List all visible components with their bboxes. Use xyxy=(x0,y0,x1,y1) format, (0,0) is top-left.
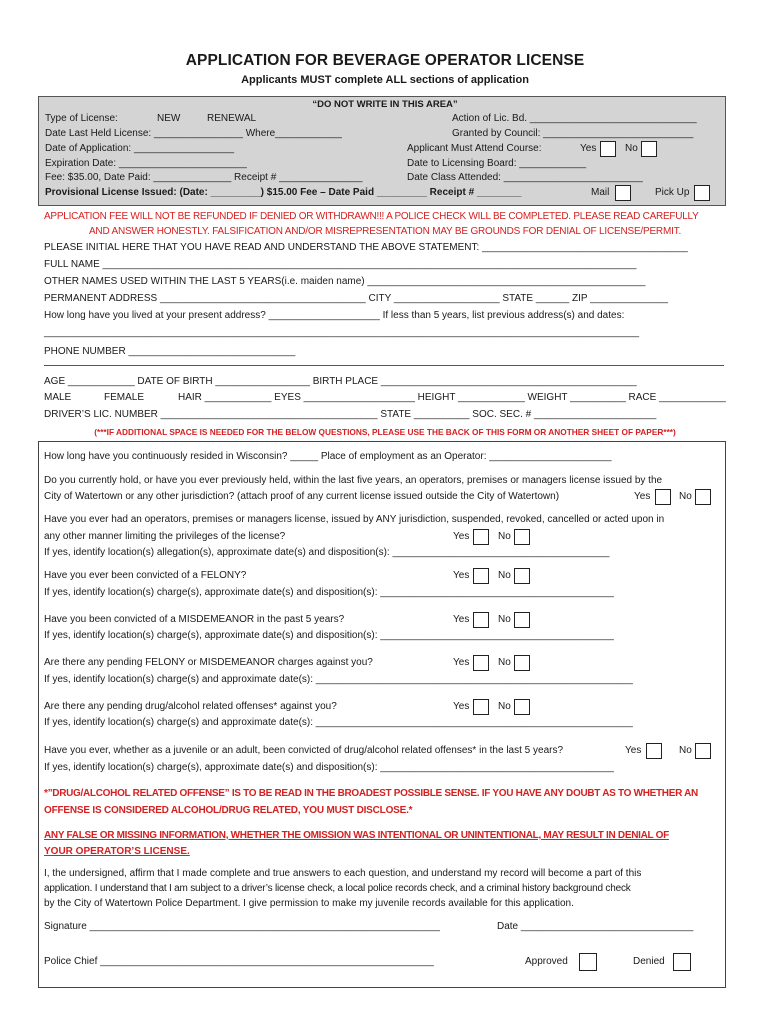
q4-yes-checkbox[interactable] xyxy=(473,612,489,628)
denied-checkbox[interactable] xyxy=(673,953,691,971)
q3-no-label: No xyxy=(498,570,511,581)
form-title: APPLICATION FOR BEVERAGE OPERATOR LICENSE xyxy=(185,52,585,69)
q4-no-label: No xyxy=(498,614,511,625)
q6-yes-checkbox[interactable] xyxy=(473,699,489,715)
warning-line-1: APPLICATION FEE WILL NOT BE REFUNDED IF DENIED OR WITHDRAWN!!! A POLICE CHECK WILL BE COMPLETED. PLEASE READ CAREFULLY xyxy=(44,211,699,222)
q7-yes-checkbox[interactable] xyxy=(646,743,662,759)
affirmation-line-2: application. I understand that I am subject to a driver’s license check, a local police records check, and a criminal history background check xyxy=(44,883,631,894)
drivers-license-field[interactable]: DRIVER’S LIC. NUMBER _______________________________________ STATE __________ SOC. SEC. # ______________________ xyxy=(44,409,657,420)
must-attend-no-checkbox[interactable] xyxy=(641,141,657,157)
drug-alcohol-note-2: OFFENSE IS CONSIDERED ALCOHOL/DRUG RELATED, YOU MUST DISCLOSE.* xyxy=(44,805,413,816)
q5-no-checkbox[interactable] xyxy=(514,655,530,671)
q2-line-1: Have you ever had an operators, premises or managers license, issued by ANY jurisdiction, suspended, revoked, cancelled or acted upon in xyxy=(44,514,665,525)
must-attend-no-label: No xyxy=(625,143,638,154)
warning-line-2: AND ANSWER HONESTLY. FALSIFICATION AND/OR MISREPRESENTATION MAY BE GROUNDS FOR DENIAL OF LICENSE/PERMIT. xyxy=(88,226,682,237)
date-last-held: Date Last Held License: ________________ Where____________ xyxy=(45,128,342,139)
police-chief-field[interactable]: Police Chief ____________________________________________________________ xyxy=(44,956,434,967)
false-info-note-2: YOUR OPERATOR’S LICENSE. xyxy=(44,846,190,857)
q4-yes-label: Yes xyxy=(453,614,470,625)
mail-checkbox[interactable] xyxy=(615,185,631,201)
signature-field[interactable]: Signature _______________________________________________________________ xyxy=(44,921,440,932)
granted-by-council: Granted by Council: ___________________________ xyxy=(452,128,694,139)
q7-drug-conviction: Have you ever, whether as a juvenile or an adult, been convicted of drug/alcohol related offenses* in the last 5 years? xyxy=(44,745,564,756)
q4-no-checkbox[interactable] xyxy=(514,612,530,628)
form-subtitle: Applicants MUST complete ALL sections of application xyxy=(241,74,529,86)
approved-label: Approved xyxy=(525,956,568,967)
denied-label: Denied xyxy=(633,956,665,967)
hair-eyes-height-field[interactable]: HAIR ____________ EYES ____________________ HEIGHT ____________ WEIGHT __________ RACE ____________ xyxy=(178,392,726,403)
expiration-date: Expiration Date: _______________________ xyxy=(45,158,247,169)
q7-no-label: No xyxy=(679,745,692,756)
must-attend-yes-label: Yes xyxy=(580,143,597,154)
q4-misdemeanor: Have you been convicted of a MISDEMEANOR in the past 5 years? xyxy=(44,614,345,625)
q5-no-label: No xyxy=(498,657,511,668)
q3-yes-label: Yes xyxy=(453,570,470,581)
q6-no-label: No xyxy=(498,701,511,712)
affirmation-line-3: by the City of Watertown Police Department. I give permission to make my juvenile records available for this application. xyxy=(44,898,574,909)
must-attend-label: Applicant Must Attend Course: xyxy=(407,143,542,154)
must-attend-yes-checkbox[interactable] xyxy=(600,141,616,157)
false-info-note-1: ANY FALSE OR MISSING INFORMATION, WHETHER THE OMISSION WAS INTENTIONAL OR UNINTENTIONAL, MAY RESULT IN DENIAL OF xyxy=(44,830,669,841)
q5-yes-checkbox[interactable] xyxy=(473,655,489,671)
q1-line-2: City of Watertown or any other jurisdiction? (attach proof of any current license issued outside the City of Watertown) xyxy=(44,491,560,502)
pickup-label: Pick Up xyxy=(655,187,690,198)
permanent-address-field[interactable]: PERMANENT ADDRESS _____________________________________ CITY ___________________ STATE ______ ZIP ______________ xyxy=(44,293,669,304)
how-long-address-field[interactable]: How long have you lived at your present address? ____________________ If less than 5 years, list previous address(s) and dates: xyxy=(44,310,625,321)
q2-yes-label: Yes xyxy=(453,531,470,542)
q3-yes-checkbox[interactable] xyxy=(473,568,489,584)
action-of-lic-bd: Action of Lic. Bd. ______________________________ xyxy=(452,113,697,124)
q1-no-label: No xyxy=(679,491,692,502)
office-heading: “DO NOT WRITE IN THIS AREA” xyxy=(312,99,458,110)
other-names-field[interactable]: OTHER NAMES USED WITHIN THE LAST 5 YEARS(i.e. maiden name) __________________________________________________ xyxy=(44,276,646,287)
female-option: FEMALE xyxy=(104,392,145,403)
q7-yes-label: Yes xyxy=(625,745,642,756)
q5-detail-field[interactable]: If yes, identify location(s) charge(s) and approximate date(s): _________________________________________________________ xyxy=(44,674,633,685)
q-wisconsin-residence[interactable]: How long have you continuously resided in Wisconsin? _____ Place of employment as an Operator: ______________________ xyxy=(44,451,612,462)
q2-yes-checkbox[interactable] xyxy=(473,529,489,545)
fee-line: Fee: $35.00, Date Paid: ______________ Receipt # _______________ xyxy=(45,172,363,183)
q5-yes-label: Yes xyxy=(453,657,470,668)
q5-pending-charges: Are there any pending FELONY or MISDEMEANOR charges against you? xyxy=(44,657,373,668)
q4-detail-field[interactable]: If yes, identify location(s) charge(s), approximate date(s) and disposition(s): __________________________________________ xyxy=(44,630,614,641)
q1-no-checkbox[interactable] xyxy=(695,489,711,505)
date-class-attended: Date Class Attended: _________________________ xyxy=(407,172,643,183)
q2-detail-field[interactable]: If yes, identify location(s) allegation(s), approximate date(s) and disposition(s): _______________________________________ xyxy=(44,547,610,558)
q7-detail-field[interactable]: If yes, identify location(s) charge(s), approximate date(s) and disposition(s): __________________________________________ xyxy=(44,762,614,773)
male-option: MALE xyxy=(44,392,72,403)
q7-no-checkbox[interactable] xyxy=(695,743,711,759)
q2-line-2: any other manner limiting the privileges of the license? xyxy=(44,531,286,542)
q2-no-checkbox[interactable] xyxy=(514,529,530,545)
date-field[interactable]: Date _______________________________ xyxy=(497,921,694,932)
section-divider xyxy=(44,365,724,366)
type-of-license-label: Type of License: xyxy=(45,113,118,124)
drug-alcohol-note-1: *”DRUG/ALCOHOL RELATED OFFENSE” IS TO BE READ IN THE BROADEST POSSIBLE SENSE. IF YOU HAVE ANY DOUBT AS TO WHETHER AN xyxy=(44,788,698,799)
license-renewal-option: RENEWAL xyxy=(207,113,257,124)
q3-no-checkbox[interactable] xyxy=(514,568,530,584)
date-of-application: Date of Application: __________________ xyxy=(45,143,235,154)
license-new-option: NEW xyxy=(157,113,181,124)
approved-checkbox[interactable] xyxy=(579,953,597,971)
affirmation-line-1: I, the undersigned, affirm that I made complete and true answers to each question, and understand my record will become a part of this xyxy=(44,868,642,879)
mail-label: Mail xyxy=(591,187,610,198)
q6-detail-field[interactable]: If yes, identify location(s) charge(s) and approximate date(s): _________________________________________________________ xyxy=(44,717,633,728)
initial-field[interactable]: PLEASE INITIAL HERE THAT YOU HAVE READ AND UNDERSTAND THE ABOVE STATEMENT: _____________________________________ xyxy=(44,242,688,253)
pickup-checkbox[interactable] xyxy=(694,185,710,201)
q3-detail-field[interactable]: If yes, identify location(s) charge(s), approximate date(s) and disposition(s): __________________________________________ xyxy=(44,587,614,598)
date-to-licensing-board: Date to Licensing Board: ____________ xyxy=(407,158,587,169)
provisional-license-line: Provisional License Issued: (Date: _________) $15.00 Fee – Date Paid _________ Receipt # ________ xyxy=(45,187,522,198)
q6-no-checkbox[interactable] xyxy=(514,699,530,715)
q1-yes-label: Yes xyxy=(634,491,651,502)
previous-address-line[interactable]: ___________________________________________________________________________________________________________ xyxy=(44,327,640,338)
additional-space-note: (***IF ADDITIONAL SPACE IS NEEDED FOR THE BELOW QUESTIONS, PLEASE USE THE BACK OF THIS FORM OR ANOTHER SHEET OF PAPER***) xyxy=(94,427,676,437)
q1-line-1: Do you currently hold, or have you ever previously held, within the last five years, an operators, premises or managers license issued by the xyxy=(44,475,663,486)
q6-yes-label: Yes xyxy=(453,701,470,712)
q2-no-label: No xyxy=(498,531,511,542)
q1-yes-checkbox[interactable] xyxy=(655,489,671,505)
phone-number-field[interactable]: PHONE NUMBER ______________________________ xyxy=(44,346,296,357)
q3-felony: Have you ever been convicted of a FELONY? xyxy=(44,570,247,581)
age-dob-birthplace-field[interactable]: AGE ____________ DATE OF BIRTH _________________ BIRTH PLACE ______________________________________________ xyxy=(44,376,637,387)
full-name-field[interactable]: FULL NAME ________________________________________________________________________________________________ xyxy=(44,259,637,270)
q6-pending-drug: Are there any pending drug/alcohol related offenses* against you? xyxy=(44,701,337,712)
